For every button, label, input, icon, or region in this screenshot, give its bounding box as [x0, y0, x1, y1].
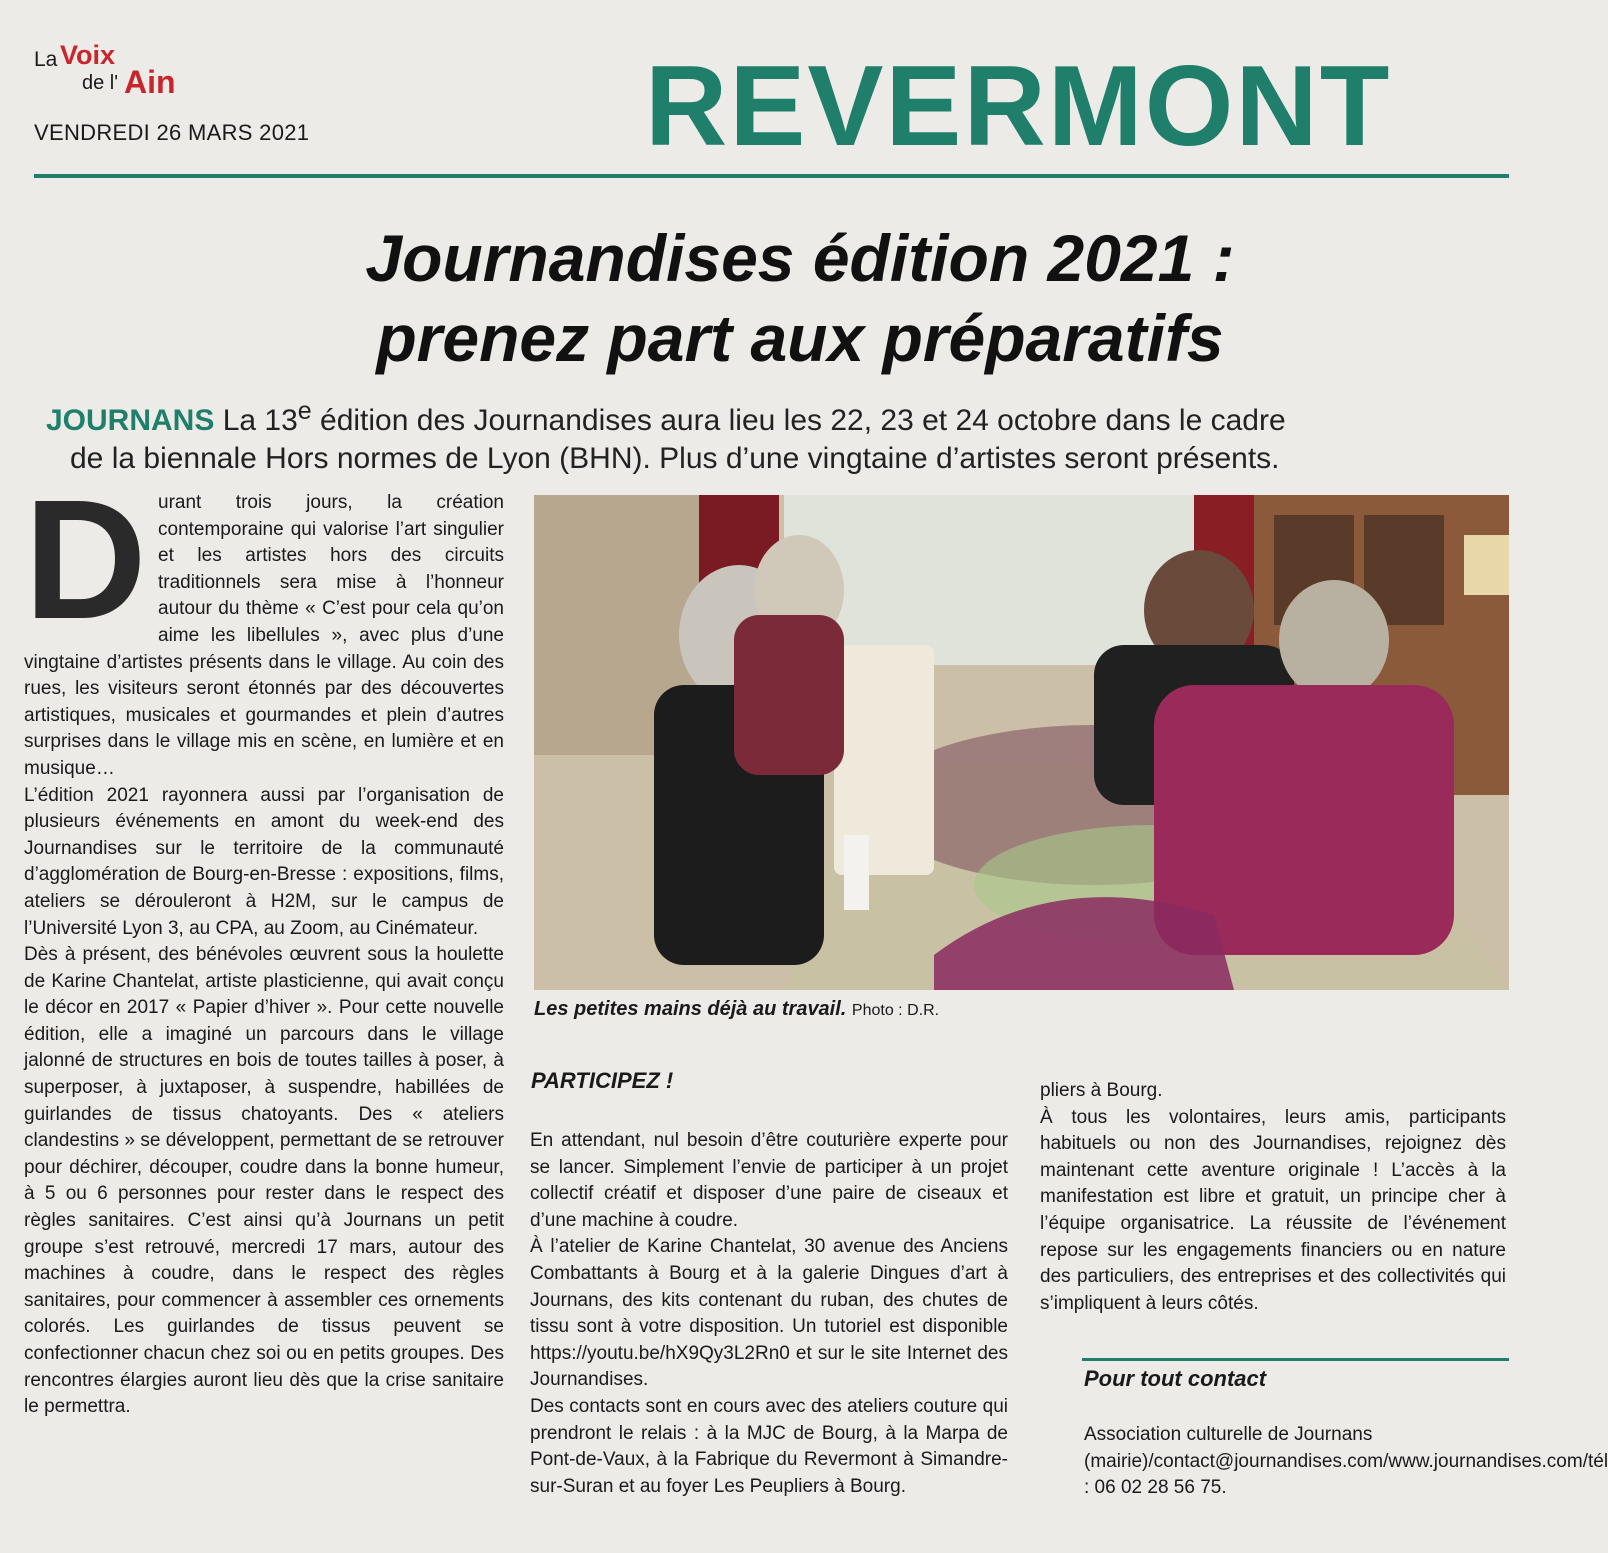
headline-line-2: prenez part aux préparatifs [376, 301, 1224, 375]
contact-body: Association culturelle de Journans (mairie)/contact@journandises.com/www.journandises.com/tél : 06 02 28 56 75. [1084, 1424, 1608, 1499]
col3-paragraph-1: pliers à Bourg. [1040, 1080, 1163, 1101]
logo-ain: Ain [124, 64, 176, 100]
col2-heading: PARTICIPEZ ! [531, 1068, 674, 1093]
lead-sup: e [297, 397, 312, 425]
col2-paragraph-3: Des contacts sont en cours avec des ateliers couture qui prendront le relais : à la MJC de Bourg, à la Marpa de Pont-de-Vaux, à la Fabrique du Revermont à Simandre-sur-Suran et au foyer Les Peupliers à Bourg. [530, 1395, 1008, 1497]
contact-rule [1082, 1358, 1509, 1361]
photo-illustration [534, 495, 1509, 990]
photo-caption [534, 998, 939, 1021]
article-lead [46, 392, 1506, 478]
col3-paragraph-2: À tous les volontaires, leurs amis, participants habituels ou non des Journandises, rejoignez dès maintenant cette aventure originale ! L’accès à la manifestation est libre et gratuit, un principe cher à l’équipe organisatrice. La réussite de l’événement repose sur les engagements financiers ou en nature des particuliers, des entreprises et des collectivités qui s’impliquent à leurs côtés. [1040, 1106, 1506, 1314]
article-column-2 [530, 1128, 1008, 1500]
article-headline [240, 218, 1360, 378]
article-column-3 [1040, 1078, 1506, 1317]
col1-paragraph-1: urant trois jours, la création contemporaine qui valorise l’art singulier et les artistes hors des circuits traditionnels sera mise à l’honneur autour du thème « C’est pour cela qu’on aime les libellules », avec plus d’une vingtaine d’artistes présents dans le village. Au coin des rues, les visiteurs seront étonnés par des découvertes artistiques, musicales et gourmandes et plein d’autres surprises dans le village mis en scène, en lumière et en musique… [24, 492, 504, 779]
col2-paragraph-1: En attendant, nul besoin d’être couturière experte pour se lancer. Simplement l’envie de participer à un projet collectif créatif et disposer d’une paire de ciseaux et d’une machine à coudre. [530, 1130, 1008, 1231]
drop-cap: D [24, 465, 147, 655]
header-rule [34, 174, 1509, 178]
lead-text-c: de la biennale Hors normes de Lyon (BHN). Plus d’une vingtaine d’artistes seront présents. [70, 442, 1280, 475]
issue-date: VENDREDI 26 MARS 2021 [34, 120, 310, 145]
lead-place: JOURNANS [46, 404, 215, 437]
headline-line-1: Journandises édition 2021 : [365, 221, 1235, 295]
caption-text: Les petites mains déjà au travail. [534, 998, 847, 1020]
col1-paragraph-2: L’édition 2021 rayonnera aussi par l’organisation de plusieurs événements en amont du week-end des Journandises sur le territoire de la communauté d’agglomération de Bourg-en-Bresse : expositions, films, ateliers se dérouleront à H2M, sur le campus de l’Université Lyon 3, au CPA, au Zoom, au Cinémateur. [24, 784, 504, 939]
newspaper-logo [34, 40, 214, 100]
caption-credit: Photo : D.R. [851, 1002, 940, 1019]
logo-de: de l' [82, 72, 119, 94]
section-title: REVERMONT [645, 43, 1392, 170]
col2-paragraph-2: À l’atelier de Karine Chantelat, 30 avenue des Anciens Combattants à Bourg et à la galerie Dingues d’art à Journans, des kits contenant du ruban, des chutes de tissu sont à votre disposition. Un tutoriel est disponible https://youtu.be/hX9Qy3L2Rn0 et sur le site Internet des Journandises. [530, 1236, 1008, 1391]
lead-text-a: La 13 [222, 404, 298, 437]
col1-paragraph-3: Dès à présent, des bénévoles œuvrent sous la houlette de Karine Chantelat, artiste plasticienne, qui avait conçu le décor en 2017 « Papier d’hiver ». Pour cette nouvelle édition, elle a imaginé un parcours dans le village jalonné de structures en bois de toutes tailles à poser, à superposer, à juxtaposer, à suspendre, habillées de guirlandes de tissus chatoyants. Des « ateliers clandestins » se développent, permettant de se retrouver pour déchirer, découper, coudre dans la bonne humeur, à 5 ou 6 personnes pour rester dans le respect des règles sanitaires. C’est ainsi qu’à Journans un petit groupe s’est retrouvé, mercredi 17 mars, autour des machines à coudre, dans le respect des règles sanitaires, pour commencer à assembler ces ornements colorés. Les guirlandes de tissus peuvent se confectionner chacun chez soi ou en petits groupes. Des rencontres élargies auront lieu dès que la crise sanitaire le permettra. [24, 944, 504, 1418]
article-photo [534, 495, 1509, 990]
contact-heading: Pour tout contact [1084, 1366, 1267, 1391]
logo-la: La [34, 48, 58, 71]
article-column-1 [24, 465, 504, 1421]
logo-voix: Voix [60, 40, 116, 70]
lead-text-b: édition des Journandises aura lieu les 22, 23 et 24 octobre dans le cadre [311, 404, 1286, 437]
